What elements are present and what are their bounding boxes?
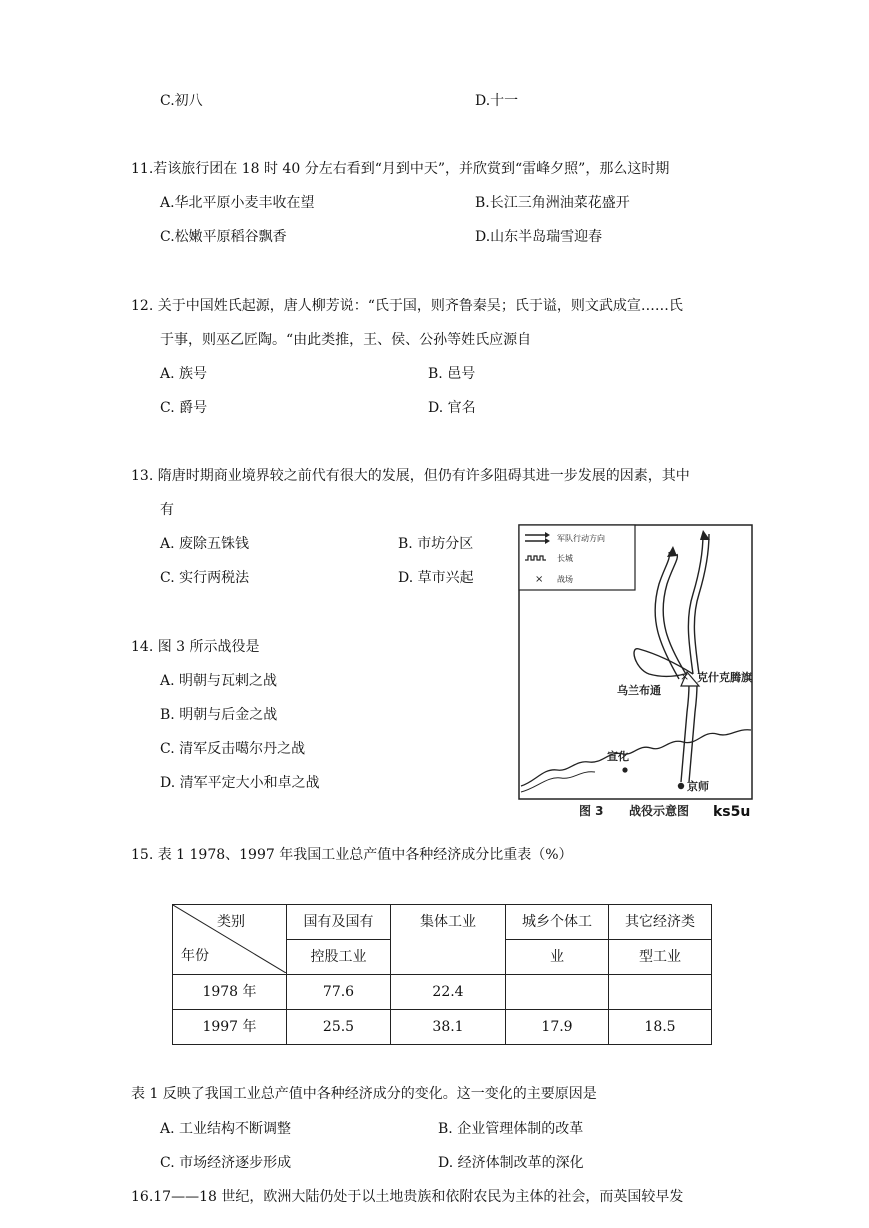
battle-map [517,524,755,820]
watermark: ks5u [713,804,751,820]
q12-option-b: B. 邑号 [428,366,476,382]
q12-option-c: C. 爵号 [160,400,208,416]
q12-stem-line1: 12. 关于中国姓氏起源，唐人柳芳说：“氏于国，则齐鲁秦吴；氏于谥，则文武成宣……氏 [131,298,683,314]
figure-caption-text: 战役示意图 [629,804,690,818]
q15-stem: 15. 表 1 1978、1997 年我国工业总产值中各种经济成分比重表（%） [131,847,573,863]
row2-v1: 25.5 [287,1010,391,1045]
q13-option-c: C. 实行两税法 [160,570,250,586]
q15-option-a: A. 工业结构不断调整 [160,1121,292,1137]
q14-stem: 14. 图 3 所示战役是 [131,639,260,655]
q15-option-c: C. 市场经济逐步形成 [160,1155,292,1171]
row1-v3 [506,975,609,1010]
header-col1-line2: 控股工业 [310,949,367,965]
q13-option-a: A. 废除五铢钱 [160,536,250,552]
row2-v3: 17.9 [506,1010,609,1045]
header-col1-cont [287,940,391,975]
legend-battle-label: 战场 [557,575,573,584]
legend-battle-symbol: × [535,574,544,585]
row2-v4: 18.5 [609,1010,712,1045]
q15-data-table [172,904,712,1045]
q11-option-a: A.华北平原小麦丰收在望 [160,195,315,211]
header-col2 [391,905,506,975]
q13-stem-line1: 13. 隋唐时期商业境界较之前代有很大的发展，但仍有许多阻碍其进一步发展的因素，其中 [131,468,690,484]
q16-stem: 16.17——18 世纪，欧洲大陆仍处于以土地贵族和依附农民为主体的社会，而英国较早发 [131,1189,684,1205]
label-wulanbutong: 乌兰布通 [617,684,661,697]
q14-option-b: B. 明朝与后金之战 [160,707,278,723]
battle-site-marker: × [680,670,690,683]
header-col4-line1: 其它经济类 [625,914,695,930]
header-col4-cont [609,940,712,975]
row2-v2: 38.1 [391,1010,506,1045]
q11-option-d: D.山东半岛瑞雪迎春 [475,229,603,245]
header-col3-cont [506,940,609,975]
label-xuanhua: 宣化 [607,750,629,763]
row1-year: 1978 年 [173,975,287,1010]
row1-v2: 22.4 [391,975,506,1010]
q12-stem-line2: 于事，则巫乙匠陶。“由此类推，王、侯、公孙等姓氏应源自 [160,332,532,348]
q15-option-d: D. 经济体制改革的深化 [438,1155,584,1171]
header-col1-line1: 国有及国有 [303,914,374,930]
figure-caption-number: 图 3 [579,804,604,818]
header-category: 类别 [217,914,245,930]
q11-option-b: B.长江三角洲油菜花盛开 [475,195,630,211]
header-year: 年份 [181,948,209,964]
q14-option-c: C. 清军反击噶尔丹之战 [160,741,306,757]
q14-option-d: D. 清军平定大小和卓之战 [160,775,320,791]
header-col4 [609,905,712,940]
q15-option-b: B. 企业管理体制的改革 [438,1121,584,1137]
table-corner-cell [173,905,287,975]
header-col4-line2: 型工业 [639,949,681,965]
q15-followup: 表 1 反映了我国工业总产值中各种经济成分的变化。这一变化的主要原因是 [131,1086,597,1102]
q14-option-a: A. 明朝与瓦剌之战 [160,673,278,689]
header-col3-line2: 业 [550,949,564,965]
header-col3 [506,905,609,940]
q10-option-c: C.初八 [160,93,203,109]
q11-option-c: C.松嫩平原稻谷飘香 [160,229,287,245]
row1-v4 [609,975,712,1010]
q13-option-d: D. 草市兴起 [398,570,474,586]
label-keshiketeng: 克什克腾旗 [697,671,752,684]
row2-year: 1997 年 [173,1010,287,1045]
header-col2-label: 集体工业 [420,914,476,930]
jingshi-dot [678,783,684,789]
table-row [173,975,712,1010]
q12-option-a: A. 族号 [160,366,208,382]
battle-map-figure [517,524,755,820]
legend-wall-label: 长城 [557,554,573,563]
q13-stem-line2: 有 [160,502,174,518]
q12-option-d: D. 官名 [428,400,476,416]
legend-direction-label: 军队行动方向 [557,534,605,543]
q13-option-b: B. 市坊分区 [398,536,474,552]
table-row [173,1010,712,1045]
xuanhua-dot [622,767,627,772]
header-col3-line1: 城乡个体工 [522,914,592,930]
table-header-row [173,905,712,940]
header-col1 [287,905,391,940]
row1-v1: 77.6 [287,975,391,1010]
q11-stem: 11.若该旅行团在 18 时 40 分左右看到“月到中天”，并欣赏到“雷峰夕照”，那么这时期 [131,161,670,177]
label-jingshi: 京师 [687,780,709,793]
q10-option-d: D.十一 [475,93,519,109]
